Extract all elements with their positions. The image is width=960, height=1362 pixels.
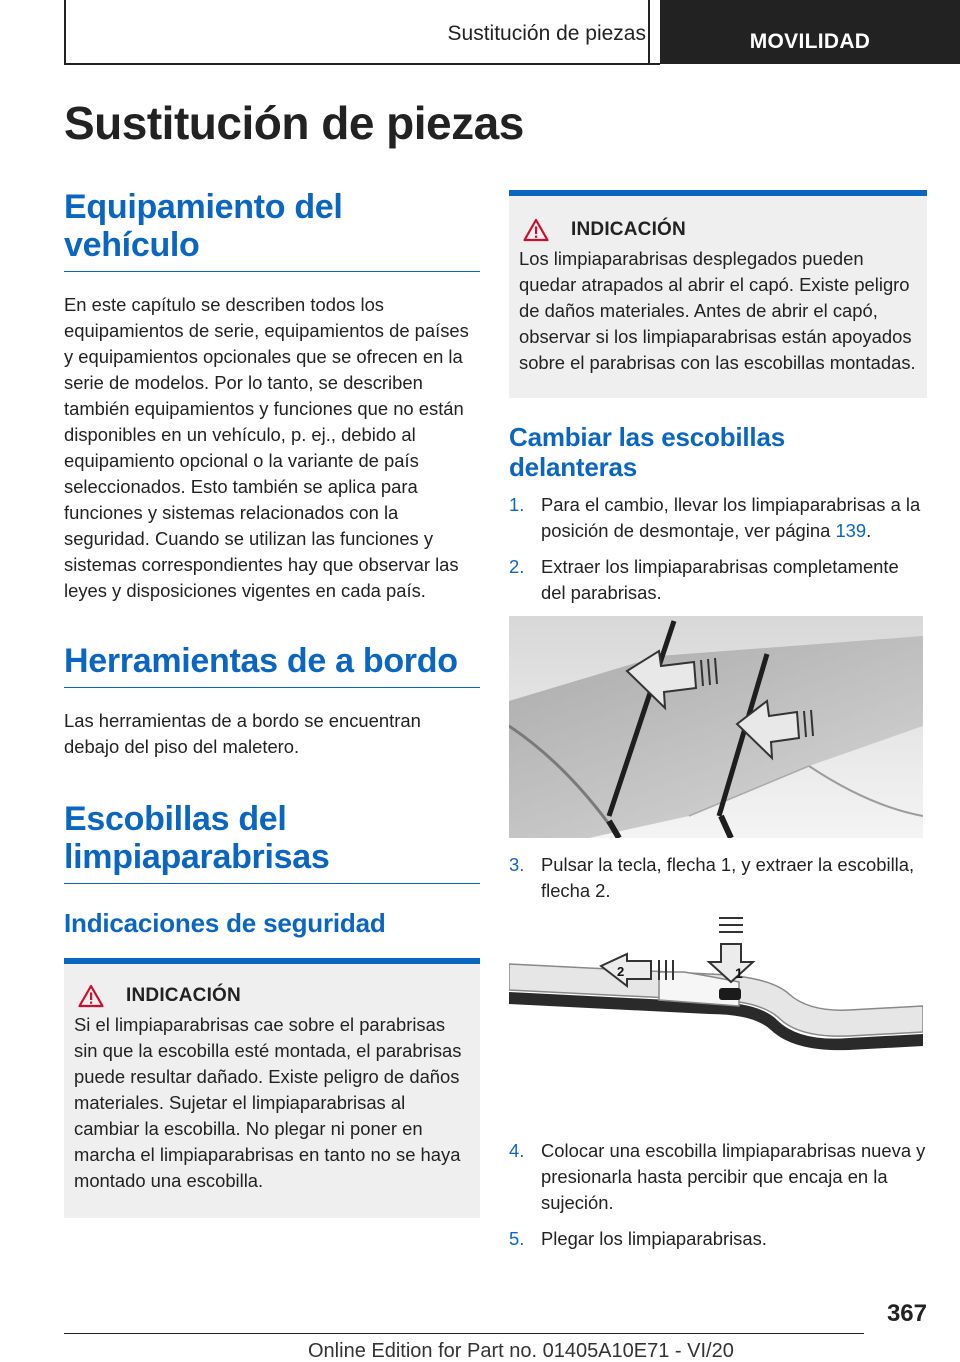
safety-note bbox=[64, 958, 480, 1218]
arrow-1-label: 1 bbox=[735, 965, 743, 981]
page-title: Sustitución de piezas bbox=[64, 97, 524, 149]
step-text: Pulsar la tecla, flecha 1, y extraer la escobilla, flecha 2. bbox=[541, 854, 915, 901]
heading-herramientas: Herramientas de a bordo bbox=[64, 642, 480, 688]
header-chapter-label: MOVILIDAD bbox=[749, 30, 871, 53]
step-item bbox=[509, 1226, 927, 1252]
step-text: Plegar los limpiaparabrisas. bbox=[541, 1228, 767, 1249]
steps-list-a bbox=[509, 492, 927, 606]
capo-note bbox=[509, 190, 927, 398]
warning-icon bbox=[78, 984, 104, 1008]
step-item bbox=[509, 1138, 927, 1216]
step-number: 5. bbox=[509, 1228, 525, 1249]
steps-list-b bbox=[509, 852, 927, 904]
page-link[interactable]: 139 bbox=[835, 520, 867, 541]
herramientas-text: Las herramientas de a bordo se encuentran debajo del piso del maletero. bbox=[64, 710, 421, 757]
step-number: 4. bbox=[509, 1140, 525, 1161]
right-column bbox=[509, 190, 927, 1262]
step-number: 1. bbox=[509, 494, 525, 515]
header-rule-bottom bbox=[64, 63, 660, 65]
header-rule-left bbox=[64, 0, 66, 64]
left-column bbox=[64, 188, 480, 1218]
heading-cambiar-escobillas: Cambiar las escobillas delanteras bbox=[509, 422, 785, 482]
warning-icon bbox=[523, 218, 549, 242]
step-item bbox=[509, 492, 927, 544]
wiper-position-figure bbox=[509, 616, 923, 838]
step-number: 2. bbox=[509, 556, 525, 577]
step-number: 3. bbox=[509, 854, 525, 875]
steps-list-c bbox=[509, 1138, 927, 1252]
note-text: Si el limpiaparabrisas cae sobre el parabrisas sin que la escobilla esté montada, el parabrisas puede resultar dañado. Existe peligro de daños materiales. Sujetar el limpiaparabrisas al cambiar la escobilla. No plegar ni poner en marcha el limpiaparabrisas en tanto no se haya montado una escobilla. bbox=[74, 1014, 462, 1191]
step-item bbox=[509, 852, 927, 904]
equipamiento-text: En este capítulo se describen todos los equipamientos de serie, equipamientos de países y equipamientos opcionales que se ofrecen en la serie de modelos. Por lo tanto, se describen también equipamientos y funciones que no están disponibles en un vehículo, p. ej., debido al equipamiento opcional o la variante de país seleccionados. Esto también se aplica para funciones y sistemas relacionados con la seguridad. Cuando se utilizan las funciones y sistemas correspondientes hay que observar las leyes y disposiciones vigentes en cada país. bbox=[64, 294, 469, 601]
page-number: 367 bbox=[886, 1300, 927, 1327]
wiper-blade-figure bbox=[509, 914, 923, 1124]
heading-equipamiento: Equipamiento del vehículo bbox=[64, 188, 480, 272]
step-item bbox=[509, 554, 927, 606]
heading-indicaciones: Indicaciones de seguridad bbox=[64, 908, 386, 938]
note-title: INDICACIÓN bbox=[126, 985, 241, 1006]
heading-escobillas: Escobillas del limpiaparabrisas bbox=[64, 800, 480, 884]
note-header bbox=[519, 218, 917, 242]
step-text: Extraer los limpiaparabrisas completamente del parabrisas. bbox=[541, 556, 899, 603]
step-text: Colocar una escobilla limpiaparabrisas nueva y presionarla hasta percibir que encaja en la sujeción. bbox=[541, 1140, 926, 1213]
step-text-body: Para el cambio, llevar los limpiaparabrisas a la posición de desmontaje, ver página bbox=[541, 494, 921, 541]
header-rule-mid bbox=[648, 0, 650, 64]
step-text bbox=[541, 492, 927, 544]
note-header bbox=[74, 984, 470, 1008]
footer-rule bbox=[64, 1333, 864, 1334]
note-text: Los limpiaparabrisas desplegados pueden quedar atrapados al abrir el capó. Existe peligro de daños materiales. Antes de abrir el capó, observar si los limpiaparabrisas están apoyados sobre el parabrisas con las escobillas montadas. bbox=[519, 248, 916, 373]
note-title: INDICACIÓN bbox=[571, 219, 686, 240]
arrow-2-label: 2 bbox=[617, 964, 625, 979]
header-chapter-tab[interactable] bbox=[660, 0, 960, 64]
header-section-title: Sustitución de piezas bbox=[447, 22, 646, 45]
step-text-tail: . bbox=[866, 520, 872, 541]
footer-edition: Online Edition for Part no. 01405A10E71 - VI/20 bbox=[308, 1340, 734, 1362]
